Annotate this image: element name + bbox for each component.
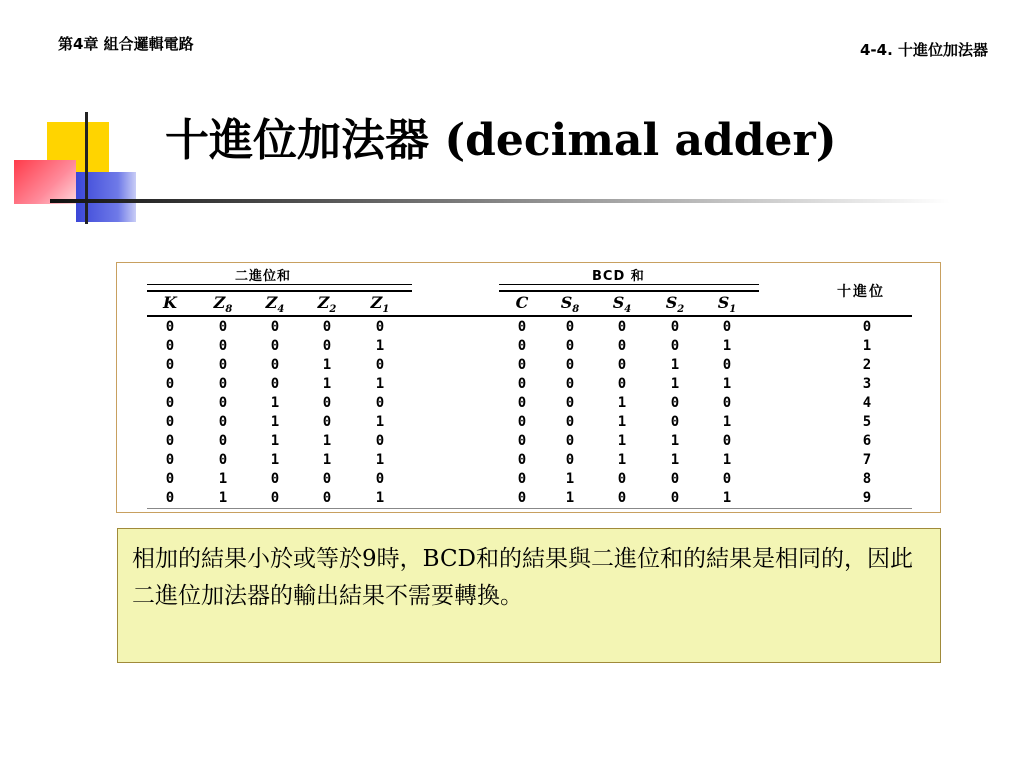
table-cell: 0 bbox=[722, 433, 732, 449]
table-cell: 0 bbox=[322, 414, 332, 430]
table-cell: 0 bbox=[165, 490, 175, 506]
table-cell: 0 bbox=[670, 395, 680, 411]
table-cell: 0 bbox=[218, 319, 228, 335]
table-cell: 0 bbox=[270, 357, 280, 373]
table-cell: 0 bbox=[165, 338, 175, 354]
table-cell: 0 bbox=[218, 338, 228, 354]
table-cell: 0 bbox=[165, 376, 175, 392]
deco-red-square bbox=[14, 160, 76, 204]
table-cell: 1 bbox=[722, 376, 732, 392]
column-header-s4: $S_4$ bbox=[612, 293, 632, 316]
table-row bbox=[117, 489, 942, 508]
header-rule-left-top bbox=[147, 290, 412, 292]
table-cell: 1 bbox=[270, 433, 280, 449]
table-cell: 0 bbox=[670, 319, 680, 335]
table-row bbox=[117, 356, 942, 375]
table-cell: 1 bbox=[862, 338, 872, 354]
table-cell: 1 bbox=[322, 376, 332, 392]
table-cell: 0 bbox=[375, 395, 385, 411]
table-cell: 0 bbox=[165, 357, 175, 373]
table-cell: 0 bbox=[322, 471, 332, 487]
header-rule-right-top bbox=[499, 290, 759, 292]
group-binary-label: 二進位和 bbox=[235, 269, 292, 284]
table-cell: 1 bbox=[722, 338, 732, 354]
table-cell: 0 bbox=[517, 319, 527, 335]
table-cell: 1 bbox=[670, 433, 680, 449]
table-cell: 1 bbox=[617, 452, 627, 468]
table-cell: 0 bbox=[270, 376, 280, 392]
column-header-z2: $Z_2$ bbox=[317, 293, 337, 316]
table-cell: 1 bbox=[670, 376, 680, 392]
table-cell: 1 bbox=[670, 452, 680, 468]
table-cell: 5 bbox=[862, 414, 872, 430]
table-cell: 0 bbox=[165, 319, 175, 335]
table-cell: 1 bbox=[670, 357, 680, 373]
group-binary-line bbox=[147, 284, 412, 285]
table-cell: 1 bbox=[375, 376, 385, 392]
table-cell: 0 bbox=[517, 433, 527, 449]
table-cell: 0 bbox=[218, 433, 228, 449]
table-row bbox=[117, 432, 942, 451]
table-cell: 0 bbox=[218, 376, 228, 392]
chapter-label: 第4章 組合邏輯電路 bbox=[58, 35, 194, 53]
table-row bbox=[117, 337, 942, 356]
column-header-s2: $S_2$ bbox=[665, 293, 685, 316]
column-header-z8: $Z_8$ bbox=[213, 293, 233, 316]
table-cell: 1 bbox=[375, 490, 385, 506]
table-cell: 0 bbox=[565, 414, 575, 430]
table-cell: 1 bbox=[270, 414, 280, 430]
table-row bbox=[117, 394, 942, 413]
table-cell: 1 bbox=[565, 471, 575, 487]
table-cell: 1 bbox=[218, 490, 228, 506]
table-cell: 0 bbox=[565, 395, 575, 411]
table-cell: 1 bbox=[270, 452, 280, 468]
table-row bbox=[117, 470, 942, 489]
table-bottom-rule bbox=[147, 508, 912, 509]
table-cell: 0 bbox=[517, 471, 527, 487]
table-cell: 0 bbox=[670, 490, 680, 506]
table-cell: 0 bbox=[517, 490, 527, 506]
section-label: 4-4. 十進位加法器 bbox=[859, 41, 988, 59]
table-cell: 0 bbox=[565, 357, 575, 373]
table-cell: 0 bbox=[565, 452, 575, 468]
table-cell: 0 bbox=[617, 471, 627, 487]
table-cell: 0 bbox=[375, 471, 385, 487]
column-header-z1: $Z_1$ bbox=[370, 293, 390, 316]
truth-table bbox=[116, 262, 941, 513]
column-header-z4: $Z_4$ bbox=[265, 293, 285, 316]
table-cell: 0 bbox=[270, 471, 280, 487]
table-cell: 0 bbox=[670, 471, 680, 487]
slide-title: 十進位加法器 (decimal adder) bbox=[165, 115, 837, 166]
table-row bbox=[117, 375, 942, 394]
table-cell: 3 bbox=[862, 376, 872, 392]
table-cell: 0 bbox=[722, 357, 732, 373]
table-cell: 1 bbox=[617, 414, 627, 430]
table-cell: 1 bbox=[722, 452, 732, 468]
table-cell: 8 bbox=[862, 471, 872, 487]
table-cell: 0 bbox=[270, 319, 280, 335]
table-cell: 0 bbox=[722, 395, 732, 411]
table-cell: 1 bbox=[375, 452, 385, 468]
table-cell: 2 bbox=[862, 357, 872, 373]
table-cell: 0 bbox=[670, 414, 680, 430]
table-cell: 0 bbox=[218, 452, 228, 468]
column-header-c: C bbox=[515, 293, 529, 312]
table-cell: 0 bbox=[218, 395, 228, 411]
table-cell: 0 bbox=[722, 319, 732, 335]
table-cell: 0 bbox=[617, 319, 627, 335]
table-cell: 7 bbox=[862, 452, 872, 468]
table-cell: 0 bbox=[617, 490, 627, 506]
table-cell: 0 bbox=[322, 395, 332, 411]
table-cell: 1 bbox=[375, 414, 385, 430]
table-cell: 0 bbox=[617, 357, 627, 373]
table-cell: 6 bbox=[862, 433, 872, 449]
decimal-header: 十進位 bbox=[837, 284, 885, 300]
header-rule-bottom bbox=[147, 315, 912, 317]
table-cell: 0 bbox=[862, 319, 872, 335]
table-cell: 0 bbox=[517, 338, 527, 354]
table-cell: 1 bbox=[617, 395, 627, 411]
table-cell: 1 bbox=[322, 433, 332, 449]
table-cell: 9 bbox=[862, 490, 872, 506]
table-cell: 0 bbox=[565, 319, 575, 335]
table-cell: 0 bbox=[670, 338, 680, 354]
table-cell: 4 bbox=[862, 395, 872, 411]
table-cell: 0 bbox=[322, 338, 332, 354]
table-cell: 1 bbox=[722, 490, 732, 506]
table-cell: 1 bbox=[722, 414, 732, 430]
table-cell: 0 bbox=[565, 433, 575, 449]
table-cell: 0 bbox=[165, 395, 175, 411]
table-cell: 1 bbox=[218, 471, 228, 487]
table-cell: 0 bbox=[375, 319, 385, 335]
group-bcd-label: BCD 和 bbox=[592, 269, 645, 284]
table-cell: 0 bbox=[375, 357, 385, 373]
deco-vertical-line bbox=[85, 112, 88, 224]
table-cell: 1 bbox=[322, 452, 332, 468]
table-cell: 0 bbox=[517, 395, 527, 411]
table-cell: 0 bbox=[517, 452, 527, 468]
table-cell: 0 bbox=[270, 338, 280, 354]
table-cell: 1 bbox=[617, 433, 627, 449]
table-cell: 1 bbox=[270, 395, 280, 411]
table-cell: 1 bbox=[565, 490, 575, 506]
table-cell: 0 bbox=[165, 414, 175, 430]
table-cell: 0 bbox=[565, 376, 575, 392]
table-cell: 0 bbox=[517, 357, 527, 373]
table-cell: 1 bbox=[375, 338, 385, 354]
table-cell: 0 bbox=[165, 452, 175, 468]
table-cell: 0 bbox=[722, 471, 732, 487]
title-underline bbox=[50, 199, 950, 203]
table-cell: 0 bbox=[617, 338, 627, 354]
note-box: 相加的結果小於或等於9時，BCD和的結果與二進位和的結果是相同的，因此二進位加法器的輸出結果不需要轉換。 bbox=[117, 528, 941, 663]
group-bcd-line bbox=[499, 284, 759, 285]
table-row bbox=[117, 318, 942, 337]
table-cell: 0 bbox=[322, 319, 332, 335]
table-cell: 0 bbox=[565, 338, 575, 354]
column-header-s8: $S_8$ bbox=[560, 293, 580, 316]
table-cell: 0 bbox=[517, 376, 527, 392]
table-cell: 0 bbox=[218, 357, 228, 373]
table-cell: 0 bbox=[165, 471, 175, 487]
table-cell: 0 bbox=[617, 376, 627, 392]
table-cell: 0 bbox=[218, 414, 228, 430]
table-cell: 1 bbox=[322, 357, 332, 373]
table-row bbox=[117, 413, 942, 432]
table-cell: 0 bbox=[165, 433, 175, 449]
table-cell: 0 bbox=[322, 490, 332, 506]
table-cell: 0 bbox=[270, 490, 280, 506]
table-cell: 0 bbox=[517, 414, 527, 430]
title-decoration bbox=[0, 0, 150, 240]
column-header-s1: $S_1$ bbox=[717, 293, 737, 316]
column-header-k: K bbox=[163, 293, 177, 312]
table-row bbox=[117, 451, 942, 470]
table-cell: 0 bbox=[375, 433, 385, 449]
